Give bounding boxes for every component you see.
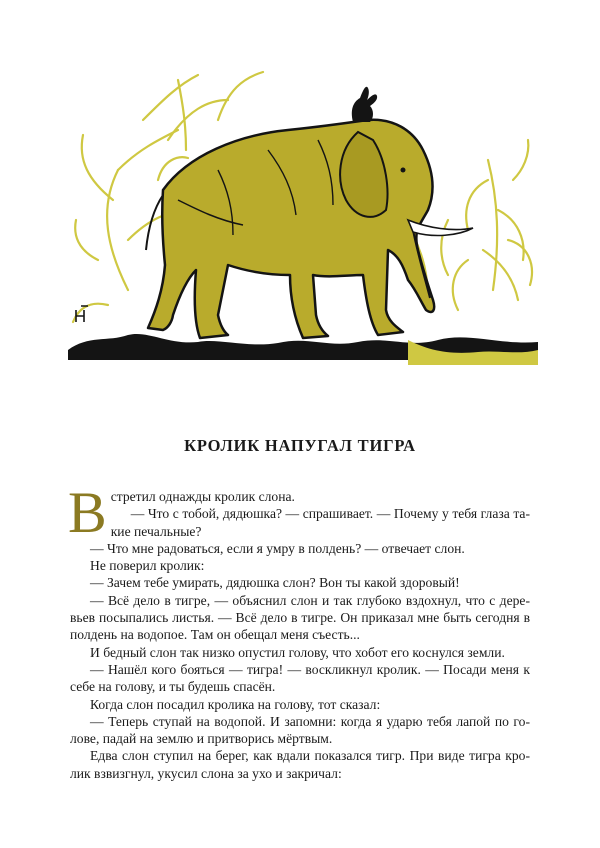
paragraph: — Всё дело в тигре, — объяснил слон и так глубоко вздохнул, что с деревьев посыпались листья. — Всё дело в тигре. Он приказал мне быть сегодня в полдень на водопое. Там он обещал меня съесть... xyxy=(70,592,530,643)
drop-cap: В xyxy=(68,480,107,545)
paragraph: — Зачем тебе умирать, дядюшка слон? Вон ты какой здоровый! xyxy=(90,575,460,591)
paragraph: — Что мне радоваться, если я умру в полдень? — отвечает слон. xyxy=(90,540,465,556)
paragraph: — Теперь ступай на водопой. И запомни: когда я ударю тебя лапой по голове, падай на землю и притворись мёртвым. xyxy=(70,713,530,747)
paragraph: Едва слон ступил на берег, как вдали показался тигр. При виде тигра кролик взвизгнул, укусил слона за ухо и закричал: xyxy=(70,748,530,781)
story-body xyxy=(68,480,530,782)
rabbit xyxy=(352,87,377,122)
story-title: КРОЛИК НАПУГАЛ ТИГРА xyxy=(184,436,416,455)
paragraph: Встретил однажды кролик слона. xyxy=(68,480,295,545)
elephant xyxy=(146,120,473,338)
paragraph: И бедный слон так низко опустил голову, что хобот его коснулся земли. xyxy=(90,644,505,660)
paragraph: Не поверил кролик: xyxy=(90,558,205,574)
paragraph: Когда слон посадил кролика на голову, тот сказал: xyxy=(90,696,381,712)
foliage-right xyxy=(413,140,532,310)
paragraph: — Что с тобой, дядюшка? — спрашивает. — Почему у тебя глаза такие печальные? xyxy=(110,506,530,539)
paragraph: — Нашёл кого бояться — тигра! — воскликнул кролик. — Посади меня к себе на голову, и ты будешь спасён. xyxy=(70,661,530,695)
elephant-illustration xyxy=(68,60,538,365)
